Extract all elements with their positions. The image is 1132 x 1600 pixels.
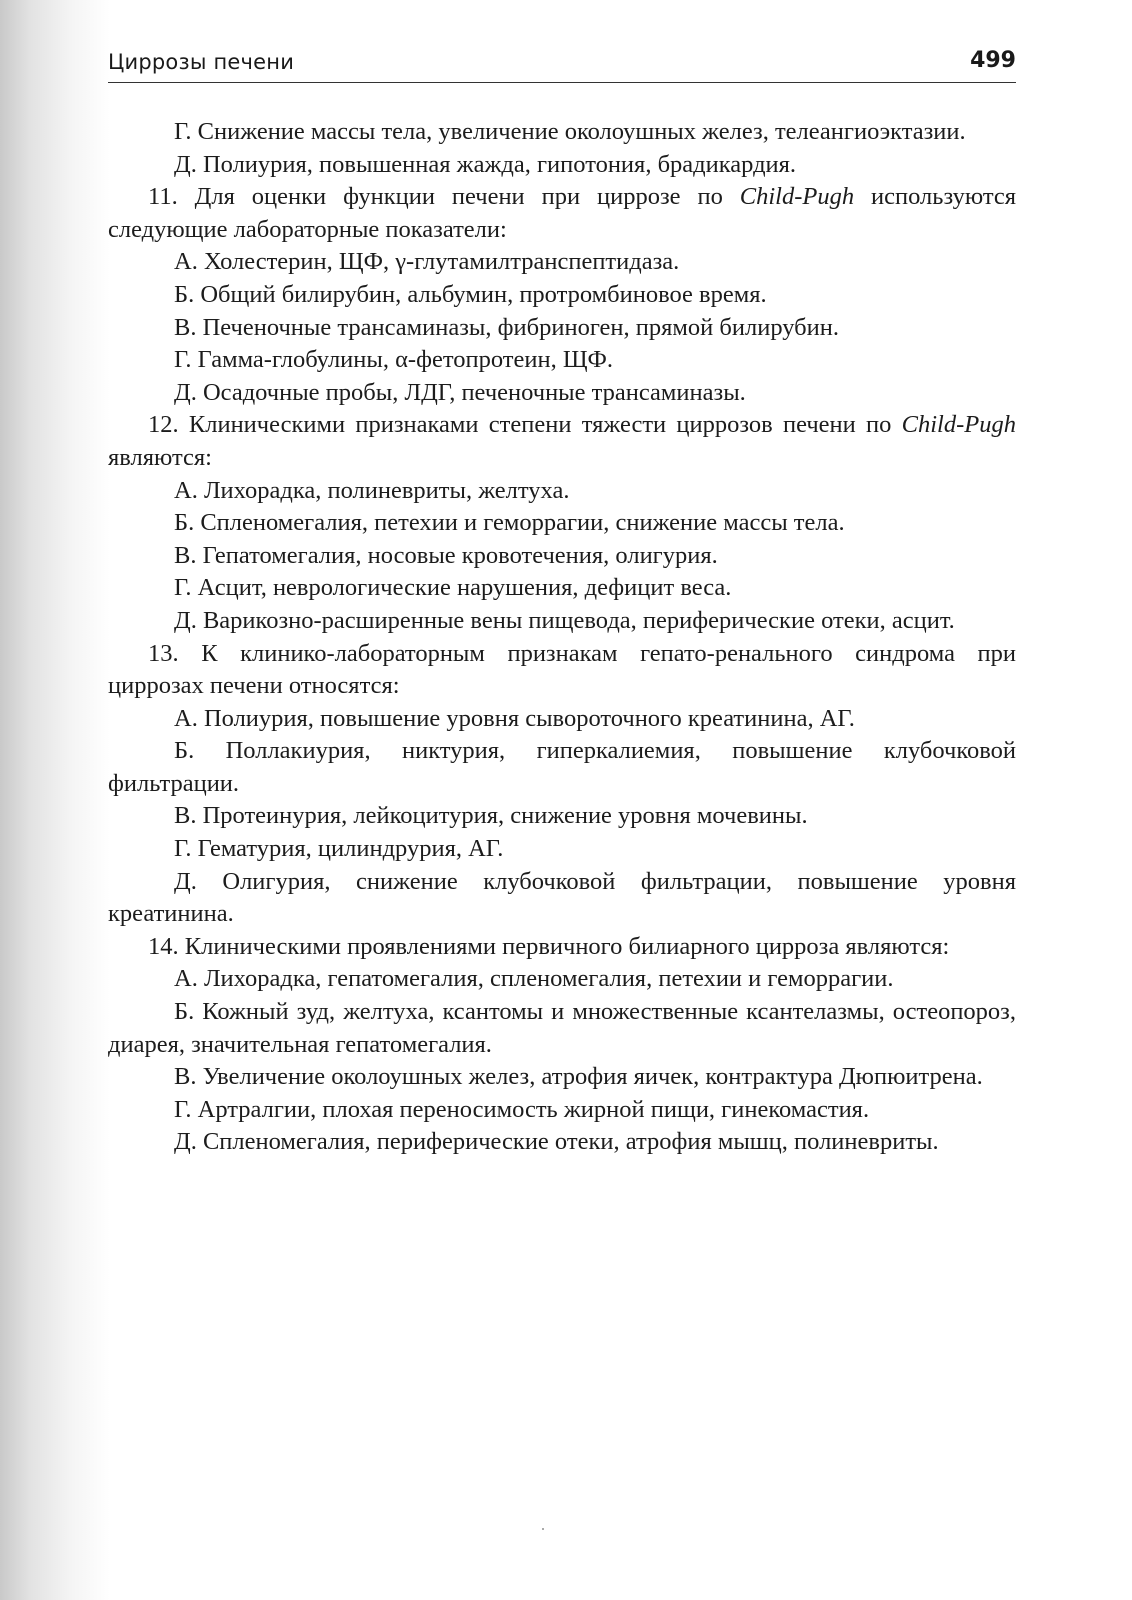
answer-option: А. Холестерин, ЩФ, γ-глутамилтранспептидаза. (174, 248, 680, 276)
question-11 (108, 181, 1016, 246)
question-text: 11. Для оценки функции печени при циррозе по (148, 183, 740, 211)
answer-option: А. Лихорадка, полиневриты, желтуха. (174, 476, 570, 504)
answer-option: А. Полиурия, повышение уровня сывороточного креатинина, АГ. (174, 704, 855, 732)
question-text: используются следующие лабораторные показатели: (108, 183, 1016, 243)
page-header (108, 46, 1016, 83)
answer-option: Г. Гамма-глобулины, α-фетопротеин, ЩФ. (174, 346, 614, 374)
answer-option: Б. Спленомегалия, петехии и геморрагии, снижение массы тела. (174, 509, 845, 537)
scan-speck (542, 1528, 544, 1530)
answer-option: Б. Общий билирубин, альбумин, протромбиновое время. (174, 280, 767, 308)
answer-option: В. Печеночные трансаминазы, фибриноген, прямой билирубин. (174, 313, 839, 341)
answer-option: Г. Артралгии, плохая переносимость жирной пищи, гинекомастия. (174, 1095, 870, 1123)
page-body (108, 116, 1016, 1159)
question-13: 13. К клинико-лабораторным признакам гепато-ренального синдрома при циррозах печени относятся: (108, 639, 1016, 700)
answer-option: А. Лихорадка, гепатомегалия, спленомегалия, петехии и геморрагии. (174, 965, 894, 993)
question-14: 14. Клиническими проявлениями первичного билиарного цирроза являются: (148, 932, 950, 960)
italic-term: Child-Pugh (739, 183, 855, 211)
answer-option: В. Протеинурия, лейкоцитурия, снижение уровня мочевины. (174, 802, 808, 830)
answer-option: Б. Поллакиурия, никтурия, гиперкалиемия, повышение клубочковой фильтрации. (108, 737, 1016, 797)
page-number: 499 (970, 48, 1016, 73)
italic-term: Child-Pugh (901, 411, 1016, 439)
answer-option: Б. Кожный зуд, желтуха, ксантомы и множественные ксантелазмы, остеопороз, диарея, значительная гепатомегалия. (108, 998, 1016, 1058)
answer-option: Г. Гематурия, цилиндрурия, АГ. (174, 835, 504, 863)
answer-option: Д. Олигурия, снижение клубочковой фильтрации, повышение уровня креатинина. (108, 867, 1016, 928)
answer-option: В. Увеличение околоушных желез, атрофия яичек, контрактура Дюпюитрена. (174, 1063, 983, 1091)
question-12 (108, 409, 1016, 474)
answer-option: Д. Варикозно-расширенные вены пищевода, периферические отеки, асцит. (174, 606, 955, 634)
answer-option: Д. Спленомегалия, периферические отеки, атрофия мышц, полиневриты. (174, 1128, 939, 1156)
running-title: Циррозы печени (108, 50, 295, 74)
answer-option: Г. Асцит, неврологические нарушения, дефицит веса. (174, 574, 732, 602)
question-text: 12. Клиническими признаками степени тяжести циррозов печени по (148, 411, 902, 439)
answer-option: Д. Осадочные пробы, ЛДГ, печеночные трансаминазы. (174, 378, 746, 406)
answer-option: В. Гепатомегалия, носовые кровотечения, олигурия. (174, 541, 718, 569)
question-text: являются: (108, 443, 212, 471)
answer-option: Г. Снижение массы тела, увеличение околоушных желез, телеангиоэктазии. (174, 118, 966, 145)
answer-option: Д. Полиурия, повышенная жажда, гипотония, брадикардия. (174, 150, 797, 178)
